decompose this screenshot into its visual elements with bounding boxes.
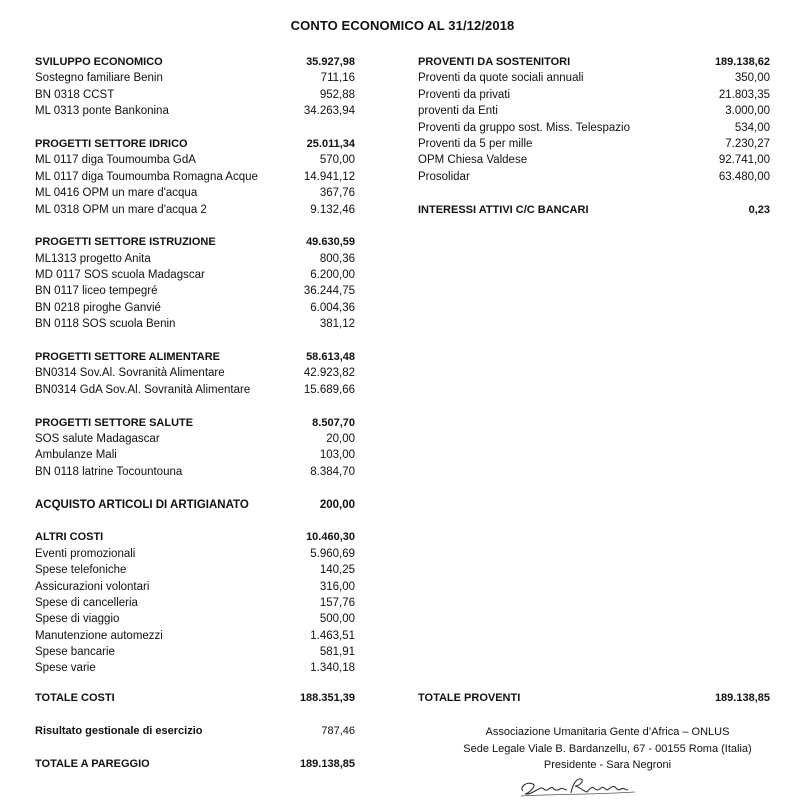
row-value: 8.384,70 xyxy=(310,465,355,478)
row-value: 1.340,18 xyxy=(310,662,355,675)
section-total: 58.613,48 xyxy=(306,351,355,364)
revenue-row xyxy=(418,87,770,103)
section-header-sostenitori xyxy=(418,54,770,70)
row-label: Proventi da 5 per mille xyxy=(418,137,533,150)
row-label: Proventi da gruppo sost. Miss. Telespazio xyxy=(418,121,631,134)
section-total: 49.630,59 xyxy=(306,236,355,249)
organization-address: Sede Legale Viale B. Bardanzellu, 67 - 00155 Roma (Italia) xyxy=(463,742,752,755)
risultato-label: Risultato gestionale di esercizio xyxy=(35,725,203,737)
section-label: PROGETTI SETTORE IDRICO xyxy=(35,137,188,150)
row-value: 570,00 xyxy=(319,154,355,167)
row-label: proventi da Enti xyxy=(418,105,498,118)
section-label: ALTRI COSTI xyxy=(35,531,104,544)
row-value: 952,88 xyxy=(319,88,355,101)
row-label: Sostegno familiare Benin xyxy=(35,72,163,85)
row-value: 9.132,46 xyxy=(310,203,355,216)
row-label: Spese di cancelleria xyxy=(35,596,138,609)
cost-row xyxy=(35,562,355,578)
row-label: ML1313 progetto Anita xyxy=(35,252,151,265)
cost-row xyxy=(35,579,355,595)
section-label: PROGETTI SETTORE SALUTE xyxy=(35,416,194,429)
row-label: BN 0118 SOS scuola Benin xyxy=(35,318,176,331)
row-label: Ambulanze Mali xyxy=(35,449,117,462)
risultato-value: 787,46 xyxy=(321,725,355,737)
row-label: Assicurazioni volontari xyxy=(35,580,150,593)
row-value: 316,00 xyxy=(319,580,355,593)
row-label: BN 0218 piroghe Ganvié xyxy=(35,301,161,314)
row-label: OPM Chiesa Valdese xyxy=(418,154,528,167)
cost-row xyxy=(35,660,355,676)
cost-row xyxy=(35,70,355,86)
row-value: 36.244,75 xyxy=(303,285,355,298)
row-label: Eventi promozionali xyxy=(35,547,136,560)
totale-pareggio-value: 189.138,85 xyxy=(299,758,355,770)
row-label: Proventi da privati xyxy=(418,88,511,101)
cost-row xyxy=(35,300,355,316)
row-value: 103,00 xyxy=(319,449,355,462)
section-total: 10.460,30 xyxy=(306,531,355,544)
row-value: 15.689,66 xyxy=(303,383,355,396)
row-label: BN 0117 liceo tempegré xyxy=(35,285,158,298)
section-header-istruzione xyxy=(35,234,355,250)
row-label: ML 0117 diga Toumoumba GdA xyxy=(35,154,196,167)
section-total: 189.138,62 xyxy=(714,56,770,68)
cost-row xyxy=(35,267,355,283)
cost-row xyxy=(35,382,355,398)
row-label: ML 0318 OPM un mare d'acqua 2 xyxy=(35,203,207,216)
row-label: Proventi da quote sociali annuali xyxy=(418,72,584,85)
row-value: 14.941,12 xyxy=(303,170,355,183)
section-total: 25.011,34 xyxy=(306,137,355,150)
row-value: 800,36 xyxy=(319,252,355,265)
revenue-row xyxy=(418,169,770,185)
row-label: Spese bancarie xyxy=(35,646,115,659)
section-total: 8.507,70 xyxy=(312,416,355,429)
cost-row xyxy=(35,595,355,611)
row-value: 581,91 xyxy=(319,646,355,659)
cost-row xyxy=(35,316,355,332)
row-value: 5.960,69 xyxy=(310,547,355,560)
row-value: 367,76 xyxy=(319,187,355,200)
cost-row xyxy=(35,87,355,103)
row-label: BN 0118 latrine Tocountouna xyxy=(35,465,183,478)
section-header-sviluppo xyxy=(35,54,355,70)
revenues-column xyxy=(418,54,770,218)
costs-column xyxy=(35,54,355,677)
totale-proventi-label: TOTALE PROVENTI xyxy=(418,692,521,704)
section-label: SVILUPPO ECONOMICO xyxy=(35,56,163,68)
section-label: PROVENTI DA SOSTENITORI xyxy=(418,56,571,68)
row-value: 1.463,51 xyxy=(310,629,355,642)
cost-row xyxy=(35,365,355,381)
revenue-row xyxy=(418,103,770,119)
organization-president: Presidente - Sara Negroni xyxy=(543,759,672,771)
row-value: 92.741,00 xyxy=(718,154,770,167)
section-header-altri xyxy=(35,529,355,545)
cost-row xyxy=(35,611,355,627)
row-value: 6.200,00 xyxy=(310,269,355,282)
totale-pareggio-label: TOTALE A PAREGGIO xyxy=(35,758,150,770)
row-label: SOS salute Madagascar xyxy=(35,432,160,445)
section-label: INTERESSI ATTIVI C/C BANCARI xyxy=(418,203,589,216)
cost-row xyxy=(35,431,355,447)
totale-proventi-row xyxy=(418,690,770,706)
totale-proventi-value: 189.138,85 xyxy=(714,692,770,704)
cost-row xyxy=(35,628,355,644)
section-label: ACQUISTO ARTICOLI DI ARTIGIANATO xyxy=(35,498,249,511)
revenue-row xyxy=(418,70,770,86)
row-value: 500,00 xyxy=(319,613,355,626)
document-title: CONTO ECONOMICO AL 31/12/2018 xyxy=(290,18,515,33)
totale-pareggio-row xyxy=(35,756,355,772)
section-header-idrico xyxy=(35,136,355,152)
row-value: 140,25 xyxy=(319,564,355,577)
revenue-row xyxy=(418,136,770,152)
revenue-row xyxy=(418,120,770,136)
section-total: 200,00 xyxy=(319,498,355,511)
row-value: 42.923,82 xyxy=(303,367,355,380)
row-value: 6.004,36 xyxy=(310,301,355,314)
cost-row xyxy=(35,152,355,168)
risultato-row xyxy=(35,723,355,739)
organization-block xyxy=(430,724,785,774)
cost-row xyxy=(35,283,355,299)
cost-row xyxy=(35,185,355,201)
row-value: 3.000,00 xyxy=(725,105,770,118)
cost-row xyxy=(35,644,355,660)
cost-row xyxy=(35,169,355,185)
row-value: 63.480,00 xyxy=(718,170,770,183)
section-total: 35.927,98 xyxy=(306,56,355,68)
row-value: 534,00 xyxy=(734,121,770,134)
row-label: BN0314 Sov.Al. Sovranità Alimentare xyxy=(35,367,225,380)
row-value: 20,00 xyxy=(326,432,355,445)
cost-row xyxy=(35,202,355,218)
row-value: 7.230,27 xyxy=(725,137,770,150)
row-value: 711,16 xyxy=(320,72,355,85)
cost-row xyxy=(35,251,355,267)
row-label: Manutenzione automezzi xyxy=(35,629,163,642)
section-total: 0,23 xyxy=(748,203,770,216)
section-label: PROGETTI SETTORE ISTRUZIONE xyxy=(35,236,216,249)
row-label: Spese telefoniche xyxy=(35,564,127,577)
row-label: ML 0416 OPM un mare d'acqua xyxy=(35,187,198,200)
row-label: ML 0117 diga Toumoumba Romagna Acque xyxy=(35,170,258,183)
row-value: 381,12 xyxy=(319,318,355,331)
organization-name: Associazione Umanitaria Gente d’Africa – ONLUS xyxy=(485,726,730,738)
cost-row xyxy=(35,103,355,119)
row-label: Spese varie xyxy=(35,662,96,675)
cost-row xyxy=(35,546,355,562)
row-label: BN 0318 CCST xyxy=(35,88,115,101)
row-label: ML 0313 ponte Bankonina xyxy=(35,105,169,118)
totale-costi-value: 188.351,39 xyxy=(299,692,355,704)
section-header-artigianato xyxy=(35,497,355,513)
row-value: 157,76 xyxy=(319,596,355,609)
row-label: Spese di viaggio xyxy=(35,613,120,626)
row-label: BN0314 GdA Sov.Al. Sovranità Alimentare xyxy=(35,383,251,396)
totale-costi-row xyxy=(35,690,355,706)
row-label: Prosolidar xyxy=(418,170,470,183)
row-value: 21.803,35 xyxy=(718,88,770,101)
section-header-salute xyxy=(35,415,355,431)
revenue-row xyxy=(418,152,770,168)
cost-row xyxy=(35,464,355,480)
row-value: 350,00 xyxy=(734,72,770,85)
totale-costi-label: TOTALE COSTI xyxy=(35,692,115,704)
row-value: 34.263,94 xyxy=(303,105,355,118)
section-header-alimentare xyxy=(35,349,355,365)
section-label: PROGETTI SETTORE ALIMENTARE xyxy=(35,351,220,364)
cost-row xyxy=(35,447,355,463)
signature-image xyxy=(517,773,642,799)
section-header-interessi xyxy=(418,202,770,218)
row-label: MD 0117 SOS scuola Madagscar xyxy=(35,269,205,282)
